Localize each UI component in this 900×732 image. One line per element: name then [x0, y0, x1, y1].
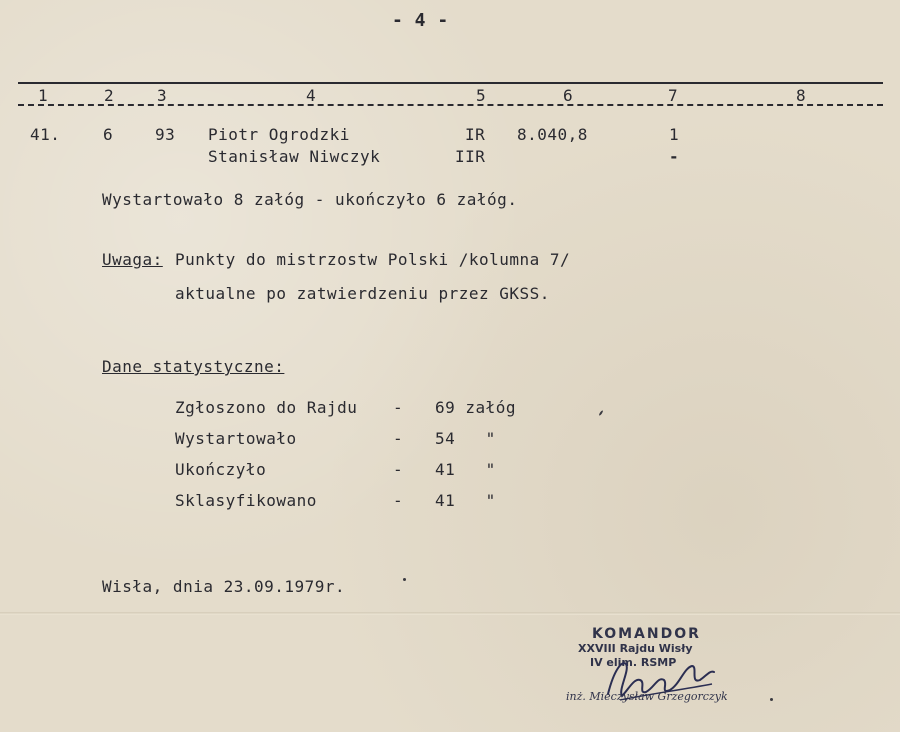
stat-label: Ukończyło: [175, 460, 267, 479]
column-number-7: 7: [668, 86, 678, 105]
column-number-4: 4: [306, 86, 316, 105]
stat-dash: -: [393, 429, 404, 448]
summary-text: Wystartowało 8 załóg - ukończyło 6 załóg.: [102, 190, 518, 209]
signatory-name: inż. Mieczysław Grzegorczyk: [566, 690, 728, 703]
note-line-2: aktualne po zatwierdzeniu przez GKSS.: [175, 284, 550, 303]
stat-value: 41 ": [435, 491, 496, 510]
stat-value: 41 ": [435, 460, 496, 479]
stat-label: Wystartowało: [175, 429, 297, 448]
note-label: Uwaga:: [102, 250, 163, 269]
cell-points: 1: [669, 125, 680, 144]
cell-class: 6: [103, 125, 114, 144]
cell-position: 41.: [30, 125, 61, 144]
stamp-line-1: XXVIII Rajdu Wisły: [578, 642, 693, 655]
ink-speck: [598, 410, 603, 416]
stat-value: 69 załóg: [435, 398, 517, 417]
stat-label: Zgłoszono do Rajdu: [175, 398, 358, 417]
column-number-6: 6: [563, 86, 573, 105]
cell-codriver: Stanisław Niwczyk: [208, 147, 381, 166]
stat-dash: -: [393, 460, 404, 479]
ink-speck: [770, 698, 773, 701]
place-date: Wisła, dnia 23.09.1979r.: [102, 577, 346, 596]
stamp-title: KOMANDOR: [592, 626, 701, 642]
cell-driver-licence: IR: [465, 125, 486, 144]
statistics-heading: Dane statystyczne:: [102, 357, 285, 376]
column-number-2: 2: [104, 86, 114, 105]
paper-fold: [0, 612, 900, 615]
cell-start-number: 93: [155, 125, 176, 144]
note-line-1: Punkty do mistrzostw Polski /kolumna 7/: [175, 250, 571, 269]
stat-dash: -: [393, 398, 404, 417]
stat-value: 54 ": [435, 429, 496, 448]
column-number-1: 1: [38, 86, 48, 105]
page-number: - 4 -: [392, 10, 449, 31]
column-number-8: 8: [796, 86, 806, 105]
column-number-5: 5: [476, 86, 486, 105]
cell-codriver-points: -: [669, 147, 680, 166]
stat-dash: -: [393, 491, 404, 510]
cell-result: 8.040,8: [517, 125, 588, 144]
table-top-rule: [18, 82, 883, 84]
ink-speck: [403, 578, 406, 581]
stamp-line-2: IV elim. RSMP: [590, 656, 677, 669]
column-number-3: 3: [157, 86, 167, 105]
table-header-rule: [18, 104, 883, 106]
stat-label: Sklasyfikowano: [175, 491, 317, 510]
cell-codriver-licence: IIR: [455, 147, 486, 166]
cell-driver: Piotr Ogrodzki: [208, 125, 350, 144]
